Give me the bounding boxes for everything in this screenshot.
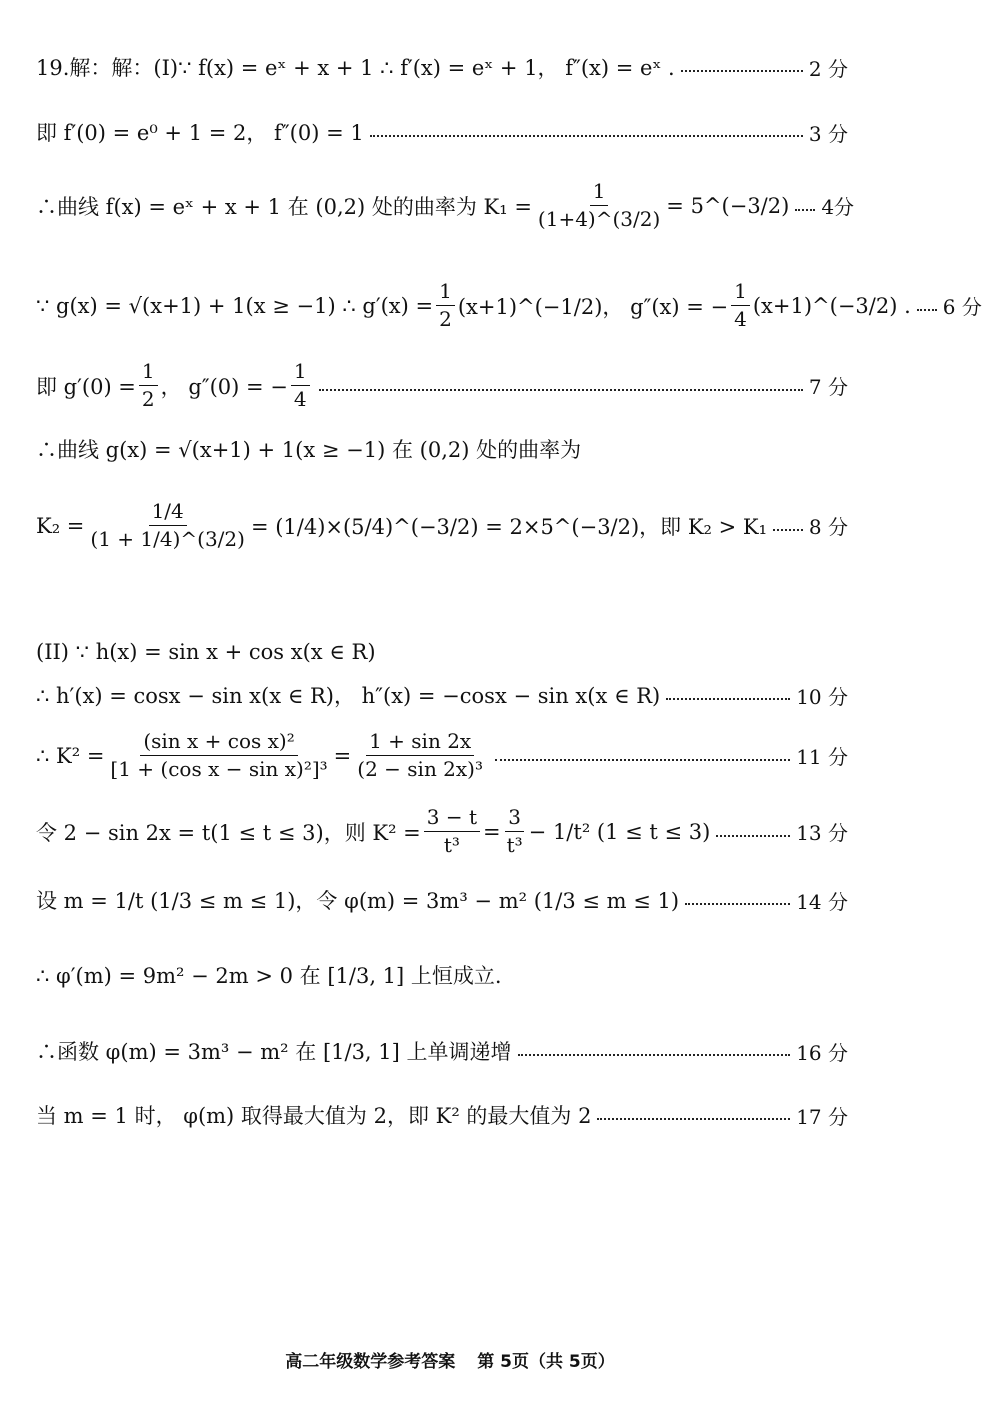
denominator: (1+4)^(3/2) (537, 207, 661, 231)
score-label: 8 分 (808, 515, 848, 539)
score-label: 2 分 (808, 56, 848, 81)
fraction-2 (354, 730, 486, 781)
line-text: 设 m = 1/t (1/3 ≤ m ≤ 1)，令 φ(m) = 3m³ − m² (1/3 ≤ m ≤ 1) (36, 889, 680, 913)
denominator: t³ (506, 833, 523, 857)
fraction (139, 360, 158, 411)
line-g-at-0 (36, 360, 848, 411)
line-text: 即 g′(0) = (36, 374, 136, 399)
line-substitution-m (36, 885, 848, 915)
dot-leader (716, 835, 790, 837)
page-footer (0, 1347, 900, 1372)
dot-leader (917, 309, 937, 311)
score-label: 17 分 (796, 1104, 848, 1129)
numerator: 1 + sin 2x (366, 730, 474, 756)
dot-leader (597, 1118, 790, 1120)
fraction (87, 500, 248, 551)
line-part2-intro (36, 640, 848, 664)
line-phi-derivative (36, 960, 848, 990)
dot-leader (685, 903, 790, 905)
line-text: K₂ = (36, 513, 85, 538)
line-text-after-2: (x+1)^(−3/2) . (752, 293, 911, 318)
line-k1 (36, 179, 855, 231)
line-text: ∴曲线 f(x) = eˣ + x + 1 在 (0,2) 处的曲率为 K₁ = (36, 194, 532, 219)
numerator: (sin x + cos x)² (140, 730, 297, 756)
dot-leader (495, 759, 790, 761)
numerator: 1 (139, 360, 158, 386)
line-text: 19.解：解：(I)∵ f(x) = eˣ + x + 1 ∴ f′(x) = eˣ + 1， f″(x) = eˣ . (36, 56, 675, 80)
fraction (436, 280, 455, 331)
line-k2 (36, 500, 848, 551)
line-text: ∴ h′(x) = cosx − sin x(x ∈ R)， h″(x) = −cosx − sin x(x ∈ R) (36, 684, 661, 708)
score-label: 6 分 (942, 295, 982, 319)
line-text-after: = (483, 819, 501, 844)
score-label: 7 分 (808, 375, 848, 399)
line-substitution-t (36, 806, 848, 857)
fraction-2 (731, 280, 750, 331)
line-h-derivs (36, 680, 848, 710)
footer-title: 高二年级数学参考答案 (285, 1352, 456, 1372)
score-label: 14 分 (796, 889, 848, 914)
dot-leader (518, 1054, 791, 1056)
line-text-after: (x+1)^(−1/2)， g″(x) = − (457, 294, 729, 319)
line-g-curvature-intro (36, 434, 848, 464)
fraction (107, 730, 330, 781)
dot-leader (666, 698, 790, 700)
numerator: 1 (291, 360, 310, 386)
fraction (424, 806, 480, 857)
line-text: ∴函数 φ(m) = 3m³ − m² 在 [1/3, 1] 上单调递增 (36, 1040, 512, 1064)
line-text: ∴ K² = (36, 743, 105, 768)
line-text-after-2: − 1/t² (1 ≤ t ≤ 3) (528, 819, 711, 844)
score-label: 10 分 (796, 684, 848, 709)
denominator: 2 (141, 387, 155, 411)
score-label: 13 分 (796, 821, 848, 845)
line-text-after: = (1/4)×(5/4)^(−3/2) = 2×5^(−3/2)，即 K₂ > K₁ (250, 514, 768, 539)
dot-leader (681, 70, 803, 72)
numerator: 3 (505, 806, 524, 832)
line-g-derivs (36, 279, 982, 331)
line-text: ∴ φ′(m) = 9m² − 2m > 0 在 [1/3, 1] 上恒成立. (36, 964, 502, 988)
numerator: 1 (436, 280, 455, 306)
line-phi-increasing (36, 1036, 848, 1066)
dot-leader (773, 529, 803, 531)
denominator: 4 (734, 307, 747, 331)
line-conclusion (36, 1100, 848, 1130)
numerator: 1/4 (149, 500, 187, 526)
line-text-after: = 5^(−3/2) (666, 193, 790, 218)
line-19-intro (36, 52, 848, 82)
line-text-after: ， g″(0) = − (160, 374, 288, 399)
denominator: (1 + 1/4)^(3/2) (90, 527, 245, 551)
footer-page-number: 第 5页（共 5页） (477, 1352, 615, 1372)
line-text: 令 2 − sin 2x = t(1 ≤ t ≤ 3)，则 K² = (36, 820, 421, 845)
numerator: 1 (731, 280, 750, 306)
line-text: 即 f′(0) = e⁰ + 1 = 2， f″(0) = 1 (36, 121, 364, 145)
line-text-after: = (333, 743, 352, 768)
line-text: ∵ g(x) = √(x+1) + 1(x ≥ −1) ∴ g′(x) = (36, 293, 434, 318)
line-f-at-0 (36, 117, 848, 147)
line-text: (II) ∵ h(x) = sin x + cos x(x ∈ R) (36, 640, 376, 664)
dot-leader (319, 389, 803, 391)
fraction-2 (504, 806, 526, 857)
denominator: (2 − sin 2x)³ (357, 757, 484, 781)
fraction-2 (291, 360, 310, 411)
line-k-squared (36, 730, 848, 781)
denominator: t³ (443, 833, 460, 857)
score-label: 11 分 (796, 745, 848, 769)
numerator: 1 (590, 180, 609, 206)
denominator: 4 (293, 387, 307, 411)
line-text: ∴曲线 g(x) = √(x+1) + 1(x ≥ −1) 在 (0,2) 处的曲率为 (36, 438, 582, 462)
denominator: 2 (439, 307, 452, 331)
fraction (535, 180, 663, 231)
line-text: 当 m = 1 时， φ(m) 取得最大值为 2，即 K² 的最大值为 2 (36, 1104, 592, 1128)
dot-leader (370, 135, 803, 137)
numerator: 3 − t (424, 806, 480, 832)
score-label: 4分 (821, 195, 855, 219)
score-label: 3 分 (808, 121, 848, 146)
score-label: 16 分 (796, 1040, 848, 1065)
dot-leader (795, 209, 815, 211)
denominator: [1 + (cos x − sin x)²]³ (110, 757, 328, 781)
